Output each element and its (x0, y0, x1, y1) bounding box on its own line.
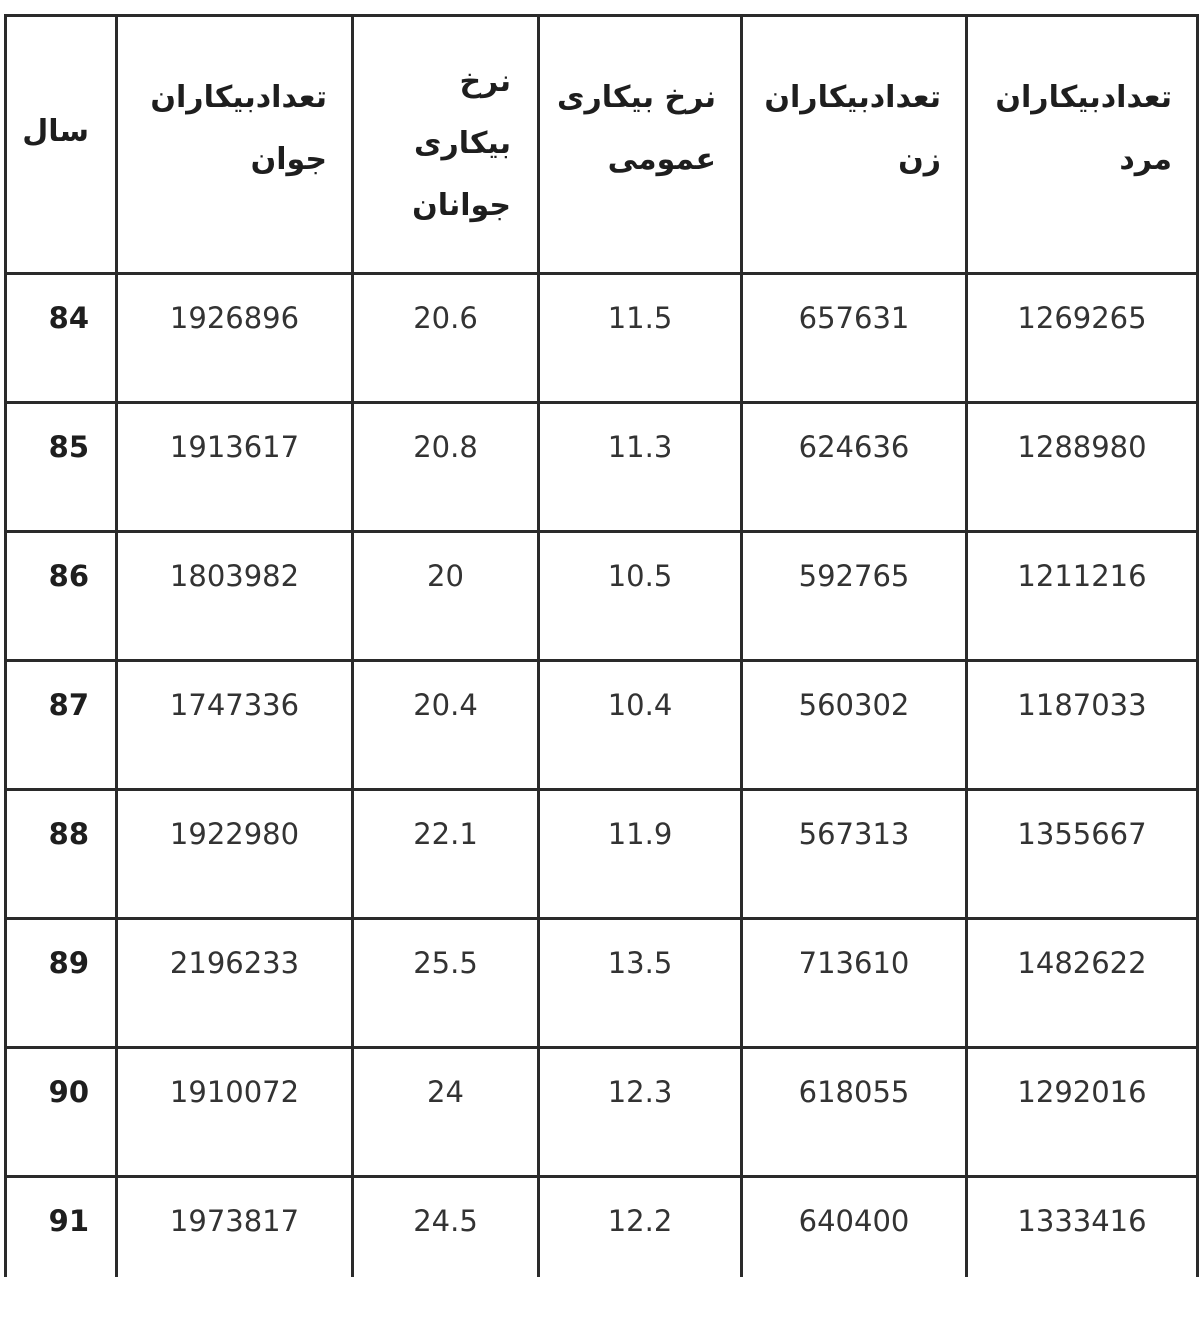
table-row (6, 661, 1198, 790)
cell-men-count: 1187033 (967, 661, 1198, 790)
cell-general-rate: 11.3 (539, 403, 742, 532)
cell-youth-count: 1910072 (117, 1048, 353, 1177)
cell-year: 91 (6, 1177, 117, 1277)
cell-general-rate: 10.4 (539, 661, 742, 790)
header-year: سال (6, 16, 117, 274)
header-men-count: تعدادبیکاران مرد (967, 16, 1198, 274)
header-women-count: تعدادبیکاران زن (742, 16, 967, 274)
cell-women-count: 560302 (742, 661, 967, 790)
cell-women-count: 640400 (742, 1177, 967, 1277)
cell-youth-rate: 22.1 (353, 790, 539, 919)
cell-youth-rate: 20.8 (353, 403, 539, 532)
cell-men-count: 1333416 (967, 1177, 1198, 1277)
cell-year: 85 (6, 403, 117, 532)
header-youth-count: تعدادبیکاران جوان (117, 16, 353, 274)
cell-youth-count: 1973817 (117, 1177, 353, 1277)
cell-general-rate: 12.2 (539, 1177, 742, 1277)
cell-year: 88 (6, 790, 117, 919)
cell-youth-rate: 20.6 (353, 274, 539, 403)
cell-year: 87 (6, 661, 117, 790)
table-row (6, 403, 1198, 532)
table-row (6, 919, 1198, 1048)
table-row (6, 532, 1198, 661)
cell-women-count: 567313 (742, 790, 967, 919)
table-row (6, 1177, 1198, 1277)
cell-women-count: 657631 (742, 274, 967, 403)
cell-men-count: 1482622 (967, 919, 1198, 1048)
cell-youth-count: 1922980 (117, 790, 353, 919)
header-general-rate: نرخ بیکاری عمومی (539, 16, 742, 274)
cell-general-rate: 10.5 (539, 532, 742, 661)
header-youth-rate: نرخ بیکاری جوانان (353, 16, 539, 274)
cell-women-count: 713610 (742, 919, 967, 1048)
cell-year: 89 (6, 919, 117, 1048)
cell-men-count: 1355667 (967, 790, 1198, 919)
cell-general-rate: 12.3 (539, 1048, 742, 1177)
cell-general-rate: 11.9 (539, 790, 742, 919)
table-row (6, 274, 1198, 403)
cell-women-count: 618055 (742, 1048, 967, 1177)
cell-youth-count: 1803982 (117, 532, 353, 661)
cell-youth-rate: 24 (353, 1048, 539, 1177)
cell-youth-rate: 20.4 (353, 661, 539, 790)
cell-women-count: 592765 (742, 532, 967, 661)
cell-general-rate: 13.5 (539, 919, 742, 1048)
cell-women-count: 624636 (742, 403, 967, 532)
cell-men-count: 1211216 (967, 532, 1198, 661)
unemployment-table (4, 14, 1199, 1277)
cell-youth-count: 1747336 (117, 661, 353, 790)
cell-men-count: 1292016 (967, 1048, 1198, 1177)
cell-youth-rate: 24.5 (353, 1177, 539, 1277)
header-row (6, 16, 1198, 274)
cell-men-count: 1269265 (967, 274, 1198, 403)
cell-year: 84 (6, 274, 117, 403)
table-row (6, 790, 1198, 919)
cell-year: 86 (6, 532, 117, 661)
table-row (6, 1048, 1198, 1177)
cell-youth-count: 1926896 (117, 274, 353, 403)
cell-men-count: 1288980 (967, 403, 1198, 532)
cell-youth-rate: 20 (353, 532, 539, 661)
cell-youth-count: 2196233 (117, 919, 353, 1048)
cell-general-rate: 11.5 (539, 274, 742, 403)
cell-year: 90 (6, 1048, 117, 1177)
cell-youth-count: 1913617 (117, 403, 353, 532)
cell-youth-rate: 25.5 (353, 919, 539, 1048)
